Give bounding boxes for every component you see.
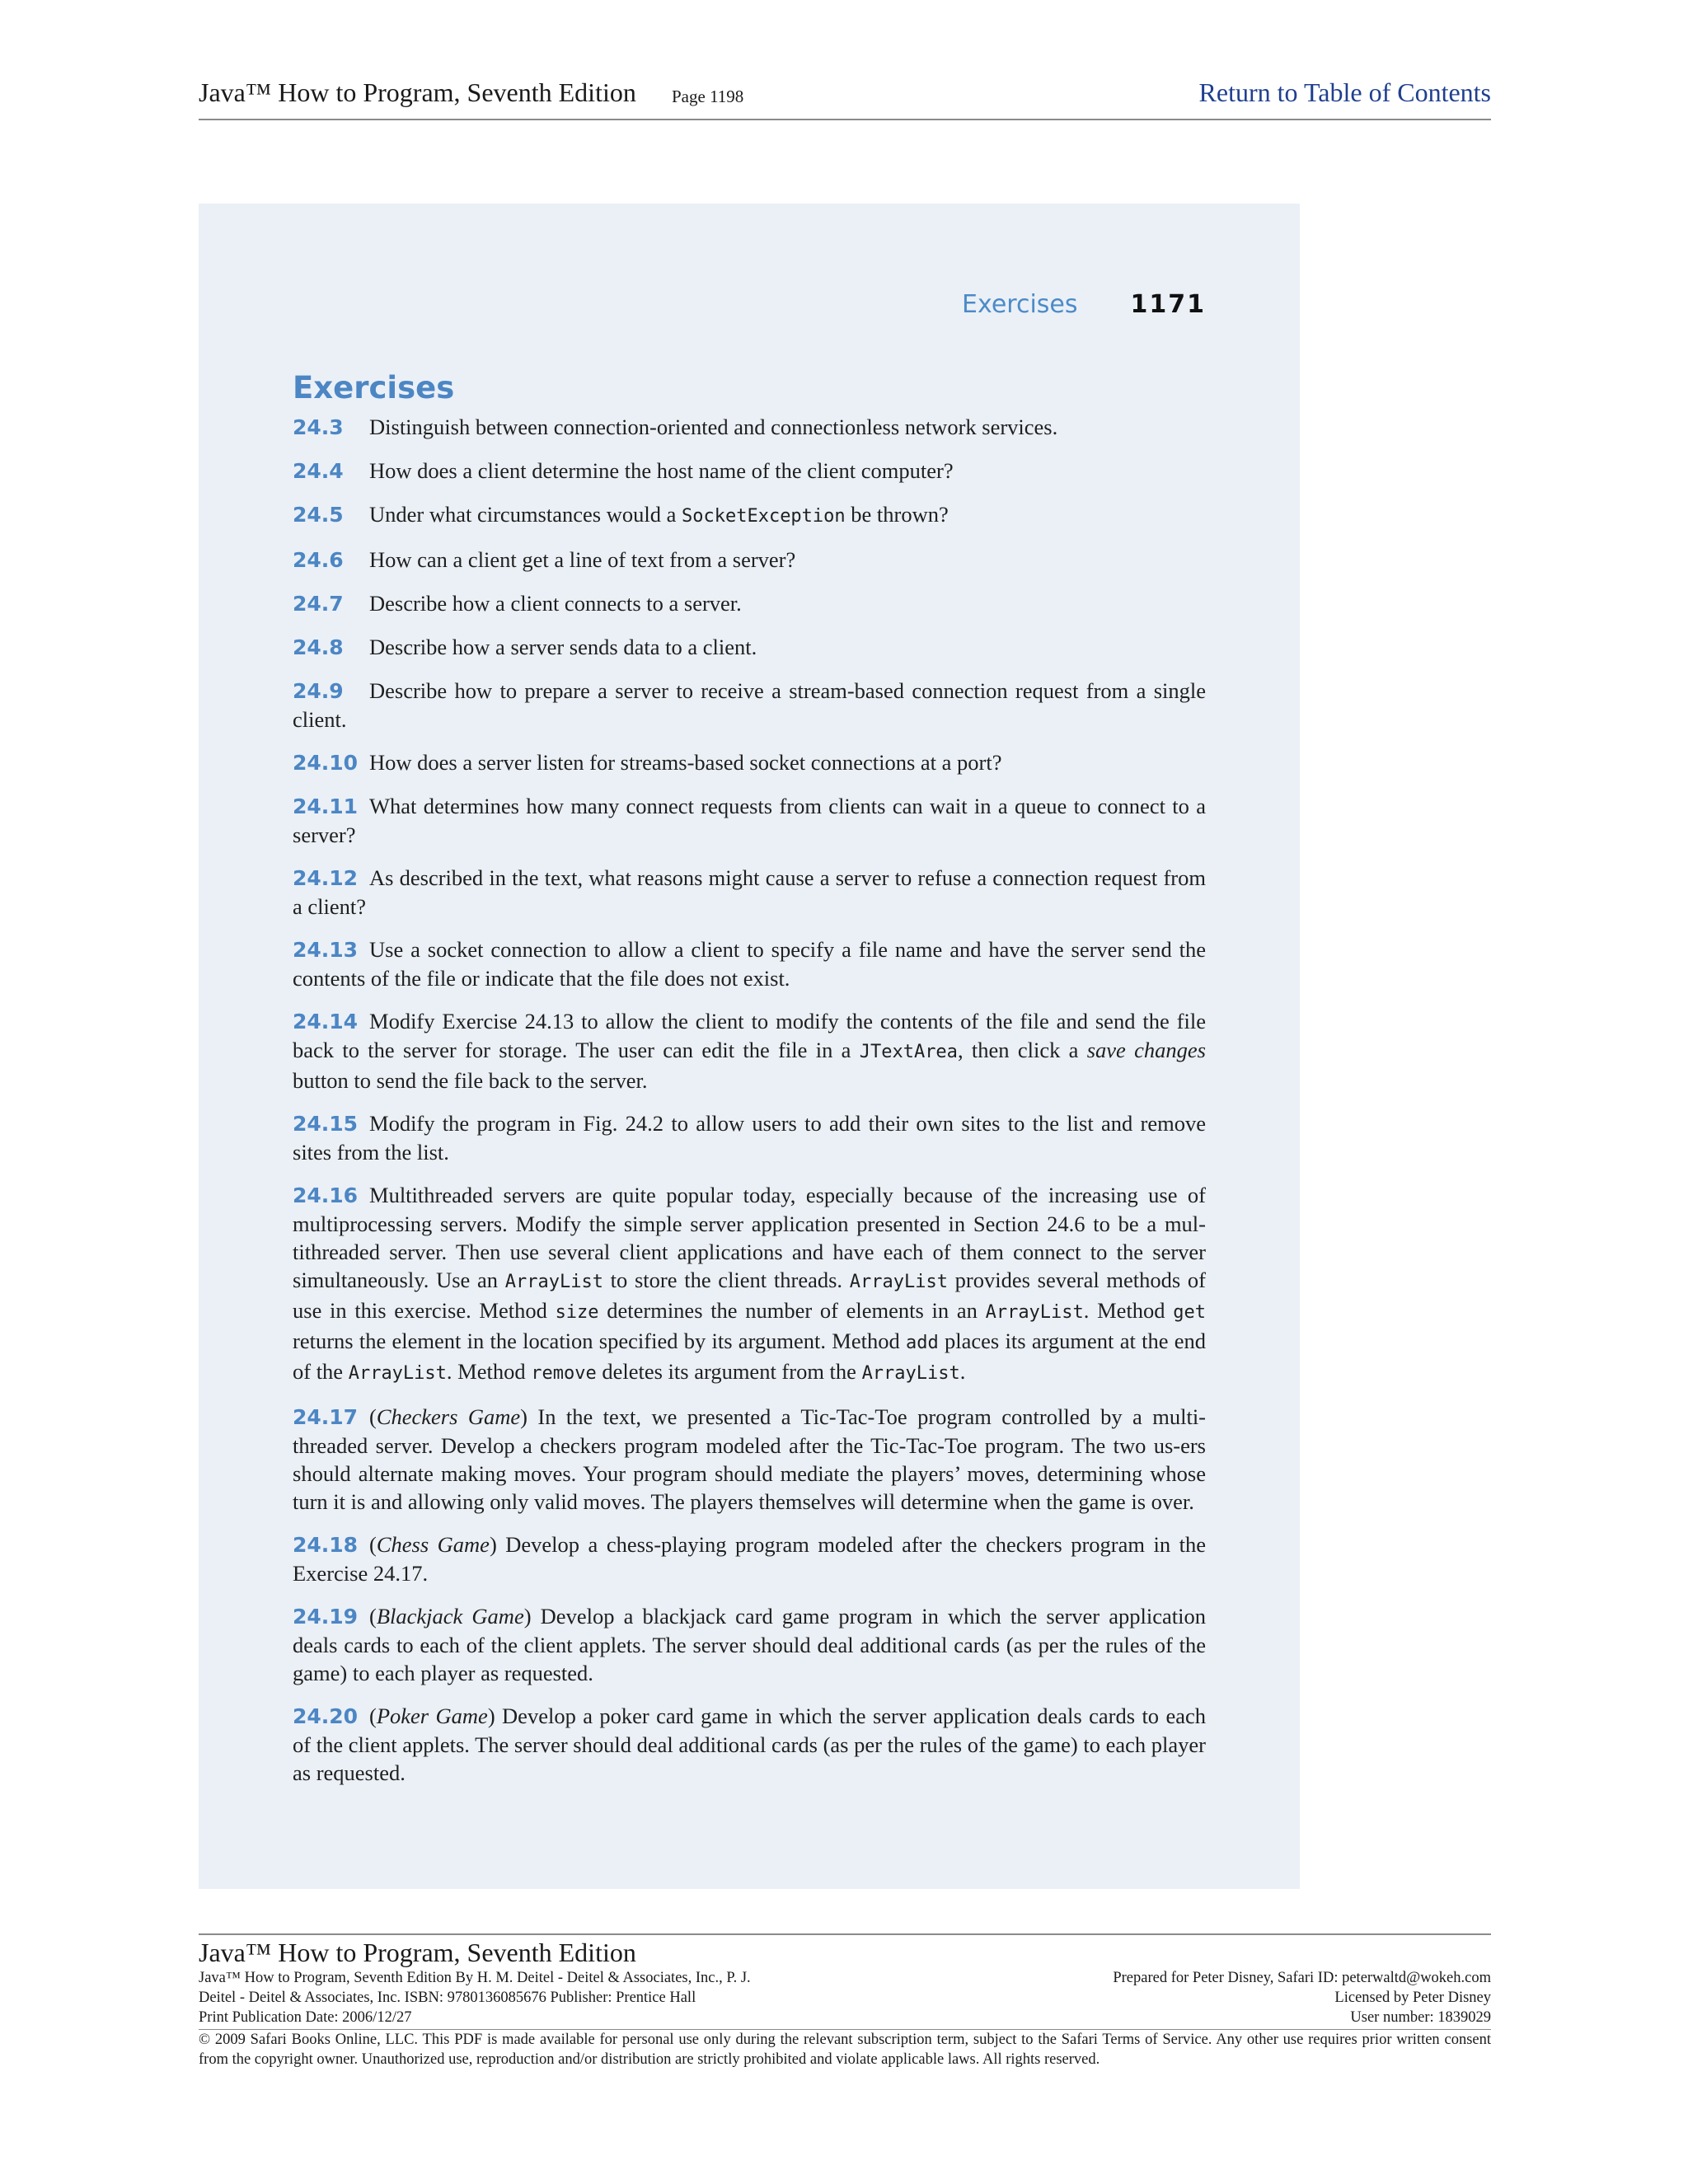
running-head-section: Exercises <box>962 290 1078 319</box>
exercise-number: 24.16 <box>293 1183 359 1207</box>
exercise-text: (Blackjack Game) Develop a blackjack card game program in which the server application deals cards to each of the client applets. The server should deal additional cards (as per the rules of the game) to each player as requested. <box>293 1604 1207 1685</box>
exercise-item <box>293 546 1206 574</box>
footer-publication-date: Print Publication Date: 2006/12/27 <box>199 2009 412 2026</box>
exercise-number: 24.19 <box>293 1605 359 1629</box>
exercise-number: 24.4 <box>293 459 344 483</box>
exercise-number: 24.8 <box>293 635 344 659</box>
exercise-list <box>293 413 1206 1787</box>
exercise-number: 24.9 <box>293 679 344 703</box>
exercise-text: (Poker Game) Develop a poker card game in which the server application deals cards to each of the client applets. The server should deal additional cards (as per the rules of the game) to each player as requested. <box>293 1704 1207 1785</box>
exercise-item <box>293 1007 1206 1094</box>
exercise-text: Use a socket connection to allow a client to specify a file name and have the server send the contents of the file or indicate that the file does not exist. <box>293 937 1206 991</box>
exercise-item <box>293 935 1206 992</box>
exercise-text: Describe how to prepare a server to receive a stream-based connection request from a single client. <box>293 678 1206 732</box>
footer-row <box>199 1968 1491 1988</box>
footer-title: Java™ How to Program, Seventh Edition <box>199 1938 636 1967</box>
exercise-item <box>293 1530 1206 1587</box>
exercise-number: 24.5 <box>293 503 344 527</box>
exercise-number: 24.20 <box>293 1704 359 1728</box>
return-to-toc-link[interactable]: Return to Table of Contents <box>1198 77 1491 107</box>
exercise-number: 24.17 <box>293 1405 359 1429</box>
exercise-number: 24.18 <box>293 1533 359 1557</box>
exercise-text: As described in the text, what reasons might cause a server to refuse a connection request from a client? <box>293 865 1206 919</box>
exercise-item <box>293 589 1206 618</box>
exercise-text: (Chess Game) Develop a chess-playing program modeled after the checkers program in the Exercise 24.17. <box>293 1532 1206 1586</box>
exercise-number: 24.7 <box>293 592 344 616</box>
book-page <box>199 204 1300 1889</box>
page-header <box>199 76 1491 120</box>
exercise-item <box>293 677 1206 733</box>
running-head <box>199 290 1206 319</box>
exercise-text: Describe how a client connects to a server. <box>369 591 742 616</box>
exercise-number: 24.15 <box>293 1112 359 1136</box>
exercise-text: Under what circumstances would a SocketException be thrown? <box>369 502 949 527</box>
exercise-number: 24.14 <box>293 1010 359 1033</box>
exercise-text: (Checkers Game) In the text, we presented a Tic-Tac-Toe program controlled by a multi-threaded server. Develop a checkers program modeled after the Tic-Tac-Toe program. The two us-ers should alternate making moves. Your program should mediate the players’ moves, determining whose turn it is and allowing only valid moves. The players themselves will determine when the game is over. <box>293 1404 1207 1514</box>
exercise-text: How does a server listen for streams-based socket connections at a port? <box>369 750 1002 775</box>
page-number: Page 1198 <box>672 87 744 106</box>
footer-prepared-for: Prepared for Peter Disney, Safari ID: peterwaltd@wokeh.com <box>1113 1970 1491 1986</box>
running-head-page-number: 1171 <box>1130 290 1206 319</box>
exercise-text: Describe how a server sends data to a client. <box>369 635 757 659</box>
exercise-text: Multithreaded servers are quite popular today, especially because of the increasing use of multiprocessing servers. Modify the simple server application presented in Section 24.6 to be a mul-tithreaded server. Then use several client applications and have each of them connect to the server simultaneously. Use an ArrayList to store the client threads. ArrayList provides several methods of use in this exercise. Method size determines the number of elements in an ArrayList. Method get returns the element in the location specified by its argument. Method add places its argument at the end of the ArrayList. Method remove deletes its argument from the ArrayList. <box>293 1183 1206 1384</box>
exercise-item <box>293 1702 1206 1787</box>
exercise-item <box>293 864 1206 921</box>
exercise-number: 24.12 <box>293 866 359 890</box>
exercise-text: How does a client determine the host name of the client computer? <box>369 458 954 483</box>
exercise-item <box>293 633 1206 662</box>
exercise-item <box>293 748 1206 777</box>
exercise-number: 24.10 <box>293 751 359 775</box>
footer-user-number: User number: 1839029 <box>1350 2009 1491 2026</box>
exercise-number: 24.6 <box>293 548 344 572</box>
exercise-text: Distinguish between connection-oriented and connectionless network services. <box>369 415 1058 439</box>
footer-book-info: Java™ How to Program, Seventh Edition By H. M. Deitel - Deitel & Associates, Inc., P. J. <box>199 1970 751 1986</box>
exercise-item <box>293 413 1206 442</box>
exercise-number: 24.13 <box>293 938 359 962</box>
footer-copyright: © 2009 Safari Books Online, LLC. This PDF is made available for personal use only during the relevant subscription term, subject to the Safari Terms of Service. Any other use requires prior written consent from the copyright owner. Unauthorized use, reproduction and/or distribution are strictly prohibited and violate applicable laws. All rights reserved. <box>199 2032 1491 2068</box>
exercise-text: Modify the program in Fig. 24.2 to allow users to add their own sites to the list and remove sites from the list. <box>293 1111 1206 1165</box>
exercise-number: 24.3 <box>293 415 344 439</box>
footer-licensed-by: Licensed by Peter Disney <box>1334 1990 1491 2006</box>
exercise-item <box>293 1109 1206 1166</box>
footer-isbn: Deitel - Deitel & Associates, Inc. ISBN: 9780136085676 Publisher: Prentice Hall <box>199 1990 696 2006</box>
book-title: Java™ How to Program, Seventh Edition <box>199 77 636 107</box>
footer-row <box>199 2008 1491 2027</box>
section-title: Exercises <box>293 370 455 405</box>
exercise-item <box>293 792 1206 849</box>
exercise-text: Modify Exercise 24.13 to allow the client to modify the contents of the file and send the file back to the server for storage. The user can edit the file in a JTextArea, then click a save changes button to send the file back to the server. <box>293 1009 1206 1093</box>
exercise-item <box>293 1403 1206 1516</box>
exercise-item <box>293 457 1206 485</box>
exercise-number: 24.11 <box>293 794 359 818</box>
exercise-item <box>293 1181 1206 1388</box>
exercise-item <box>293 500 1206 531</box>
footer-row <box>199 1988 1491 2008</box>
exercises-content <box>293 368 1206 1802</box>
exercise-item <box>293 1602 1206 1687</box>
exercise-text: What determines how many connect requests from clients can wait in a queue to connect to a server? <box>293 794 1206 847</box>
page-footer <box>199 1933 1491 2069</box>
exercise-text: How can a client get a line of text from a server? <box>369 547 796 572</box>
